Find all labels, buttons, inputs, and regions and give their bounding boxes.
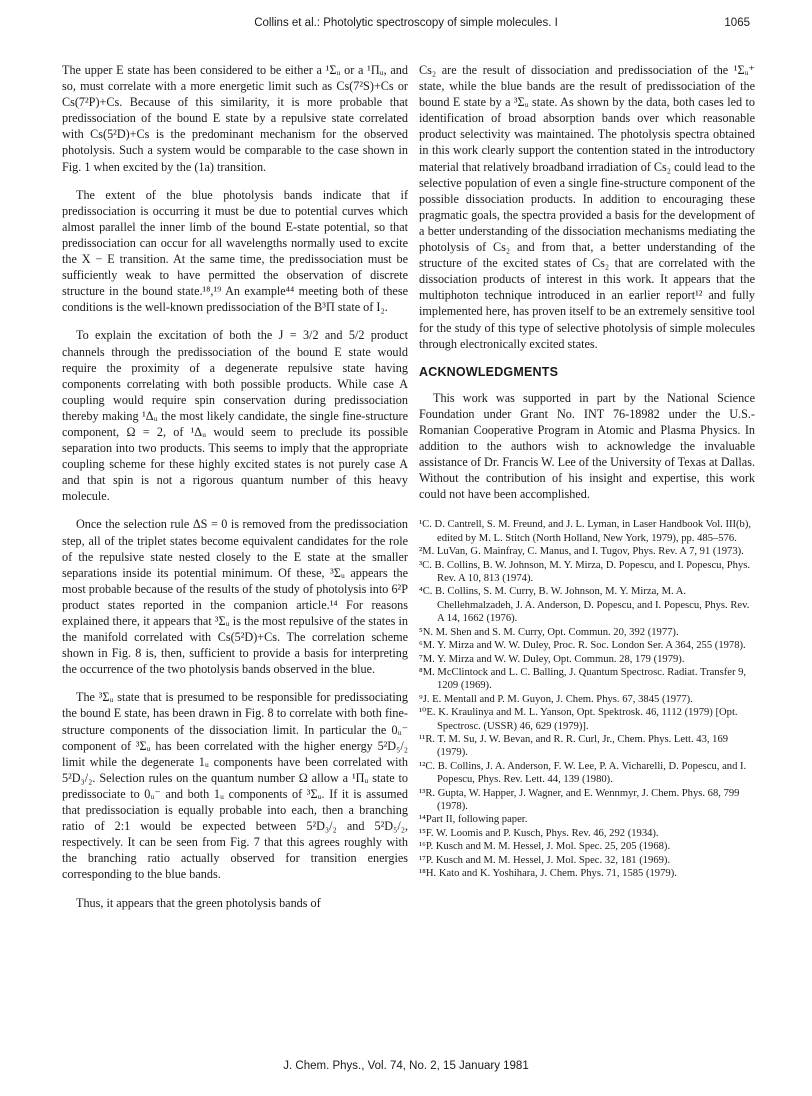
reference-item: ¹⁴Part II, following paper. — [419, 814, 528, 826]
reference-item: ⁴C. B. Collins, S. M. Curry, B. W. Johnson, M. Y. Mirza, M. A. Chellehmalzadeh, J. A. Anderson, D. Popescu, and I. Popescu, Phys. Rev. A 14, 1662 (1976). — [419, 586, 750, 625]
body-paragraph: Once the selection rule ΔS = 0 is removed from the predissociation step, all of the triplet states become equivalent candidates for the role of the repulsive state nested closely to the E state at the smaller separations inside its potential minimum. Of these, ³Σᵤ appears the most probable because of the results of the study of photolysis into 6²P product states reported in the companion article.¹⁴ For reasons explained there, it appears that ³Σᵤ is the most repulsive of the states in the manifold correlated with Cs(5²D)+Cs. The correlation scheme shown in Fig. 8 is, then, sufficient to provide a basis for interpreting the occurrence of the two photolysis bands observed in the blue. — [62, 517, 408, 677]
running-header — [0, 17, 812, 33]
body-paragraph: The extent of the blue photolysis bands indicate that if predissociation is occurring it must be due to potential curves which almost parallel the inner limb of the bound E-state potential, so that predissociation can occur for all wavelengths normally used to excite the X − E transition. At the same time, the predissociation must be sufficiently weak to have permitted the observation of discrete structure in the bound state.¹⁸,¹⁹ An example⁴⁴ meeting both of these conditions is the well-known predissociation of the B³Π state of I₂. — [62, 187, 408, 315]
reference-item: ¹⁶P. Kusch and M. M. Hessel, J. Mol. Spec. 25, 205 (1968). — [419, 841, 671, 853]
reference-item: ⁵N. M. Shen and S. M. Curry, Opt. Commun. 20, 392 (1977). — [419, 626, 679, 638]
running-title: Collins et al.: Photolytic spectroscopy of simple molecules. I — [254, 17, 558, 29]
reference-item: ¹³R. Gupta, W. Happer, J. Wagner, and E. Wennmyr, J. Chem. Phys. 68, 799 (1978). — [419, 787, 740, 812]
reference-item: ¹⁰E. K. Kraulinya and M. L. Yanson, Opt. Spektrosk. 46, 1112 (1979) [Opt. Spectrosc. (USSR) 46, 629 (1979)]. — [419, 707, 738, 732]
journal-footer: J. Chem. Phys., Vol. 74, No. 2, 15 January 1981 — [283, 1060, 529, 1072]
reference-item: ¹¹R. T. M. Su, J. W. Bevan, and R. R. Curl, Jr., Chem. Phys. Lett. 43, 169 (1979). — [419, 733, 729, 759]
reference-item: ¹⁵F. W. Loomis and P. Kusch, Phys. Rev. 46, 292 (1934). — [419, 827, 659, 839]
reference-item: ²M. LuVan, G. Mainfray, C. Manus, and I. Tugov, Phys. Rev. A 7, 91 (1973). — [419, 546, 744, 558]
reference-item: ⁹J. E. Mentall and P. M. Guyon, J. Chem. Phys. 67, 3845 (1977). — [419, 693, 693, 705]
reference-item: ¹⁷P. Kusch and M. M. Hessel, J. Mol. Spec. 32, 181 (1969). — [419, 854, 671, 866]
acknowledgments-heading: ACKNOWLEDGMENTS — [419, 364, 559, 379]
reference-item: ⁸M. McClintock and L. C. Balling, J. Quantum Spectrosc. Radiat. Transfer 9, 1209 (1969). — [419, 666, 747, 692]
reference-item: ¹C. D. Cantrell, S. M. Freund, and J. L. Lyman, in Laser Handbook Vol. III(b), edited by M. L. Stitch (North Holland, New York, 1979), pp. 485–576. — [419, 519, 752, 544]
reference-item: ⁶M. Y. Mirza and W. W. Duley, Proc. R. Soc. London Ser. A 364, 255 (1978). — [419, 640, 746, 652]
acknowledgments-text: This work was supported in part by the National Science Foundation under Grant No. INT 76-18982 under the U.S.-Romanian Cooperative Program in Atomic and Plasma Physics. In addition to the authors wish to acknowledge the invaluable assistance of Dr. Francis W. Lee of the University of Texas at Dallas. Without the contribution of his insight and expertise, this work could not have been accomplished. — [419, 390, 755, 502]
reference-item: ¹²C. B. Collins, J. A. Anderson, F. W. Lee, P. A. Vicharelli, D. Popescu, and I. Popescu, Phys. Rev. Lett. 44, 139 (1980). — [419, 760, 747, 786]
body-paragraph: To explain the excitation of both the J = 3/2 and 5/2 product channels through the predissociation of the bound E state would require the proximity of a degenerate repulsive state having components correlating with both possible products. While case A coupling would require spin conservation during predissociation thereby making ¹Δᵤ the most likely candidate, the single fine-structure component, Ω = 2, of ¹Δᵤ would seem to preclude its possible separation into two products. This seems to imply that the appropriate coupling scheme for these highly excited states is not purely case A and that spin is not a rigorous quantum number of this heavy molecule. — [62, 328, 408, 504]
reference-item: ¹⁸H. Kato and K. Yoshihara, J. Chem. Phys. 71, 1585 (1979). — [419, 868, 677, 879]
body-paragraph: Cs₂ are the result of dissociation and predissociation of the ¹Σᵤ⁺ state, while the blue bands are the result of predissociation of the bound E state by a ³Σᵤ state. As shown by the data, both cases led to identification of broad absorption bands over which reasonable product selectivity was maintained. The photolysis spectra obtained in this work clearly support the contention stated in the introductory material that relatively broadband irradiation of Cs₂ could lead to the selective population of even a single fine-structure component of the possible dissociation products. In addition to encouraging these pragmatic goals, the spectra provided a basis for the development of a better understanding of the dissociation mechanisms mediating the photolysis of Cs₂ and from that, a better understanding of the structure of the excited states of Cs₂ that are correlated with the dissociation products of interest in this work. It appears that the multiphoton technique introduced in an earlier report¹² and fully implemented here, has proven itself to be an extremely sensitive tool for the study of this type of selective photolysis of simple molecules through electronically excited states. — [419, 63, 755, 351]
right-column — [419, 62, 755, 880]
body-paragraph: Thus, it appears that the green photolysis bands of — [76, 895, 321, 910]
reference-item: ⁷M. Y. Mirza and W. W. Duley, Opt. Commun. 28, 179 (1979). — [419, 653, 685, 665]
left-column — [62, 62, 408, 923]
body-paragraph: The upper E state has been considered to be either a ¹Σᵤ or a ¹Πᵤ, and so, must correlate with a more energetic limit such as Cs(7²S)+Cs or Cs(7²P)+Cs. Because of this similarity, it is more probable that predissociation of the bound E state by a repulsive state correlated with Cs(5²D)+Cs is the predominant mechanism for the observed photolysis. Such a system would be comparable to the case shown in Fig. 1 when excited by the (1a) transition. — [62, 63, 408, 174]
reference-list — [419, 518, 755, 880]
reference-item: ³C. B. Collins, B. W. Johnson, M. Y. Mirza, D. Popescu, and I. Popescu, Phys. Rev. A 10, 813 (1974). — [419, 559, 751, 585]
body-paragraph: The ³Σᵤ state that is presumed to be responsible for predissociating the bound E state, has been drawn in Fig. 8 to correlate with both fine-structure components of the dissociation limit. In particular the 0ᵤ⁻ component of ³Σᵤ has been correlated with the higher energy 5²D₅/₂ limit while the degenerate 1ᵤ components have been correlated with 5²D₃/₂. Selection rules on the quantum number Ω allow a ¹Πᵤ state to predissociate to 0ᵤ⁻ and both 1ᵤ components of ³Σᵤ. If it is assumed that predissociation is equally probable into each, then a branching ratio of 2:1 would be expected between 5²D₃/₂ and 5²D₅/₂, respectively. It can be seen from Fig. 7 that this agrees roughly with the branching ratio actually observed for transition energies corresponding to the blue bands. — [62, 690, 408, 882]
page-number: 1065 — [724, 17, 750, 29]
